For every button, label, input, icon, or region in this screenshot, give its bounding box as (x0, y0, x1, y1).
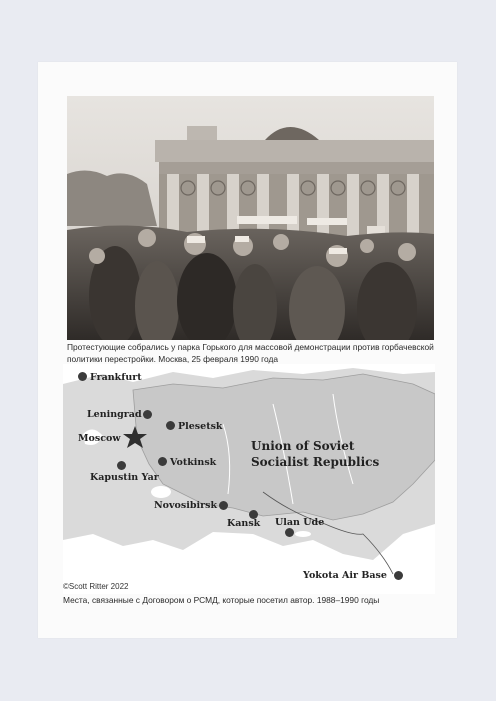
leningrad-marker (143, 410, 152, 419)
kapustin-yar-marker (117, 461, 126, 470)
yokota-air-base-label: Yokota Air Base (303, 570, 387, 581)
map-caption: Места, связанные с Договором о РСМД, которые посетил автор. 1988–1990 годы (63, 595, 380, 605)
moscow-label: Moscow (78, 433, 121, 444)
map-copyright: ©Scott Ritter 2022 (63, 582, 129, 591)
plesetsk-label: Plesetsk (178, 421, 223, 432)
book-page (38, 62, 457, 638)
votkinsk-label: Votkinsk (170, 457, 217, 468)
ussr-label-line1: Union of Soviet (251, 439, 355, 453)
protest-photo (67, 96, 434, 340)
frankfurt-label: Frankfurt (90, 372, 142, 383)
ussr-label-line2: Socialist Republics (251, 455, 380, 469)
ulan-ude-marker (285, 528, 294, 537)
frankfurt-marker (78, 372, 87, 381)
photo-caption: Протестующие собрались у парка Горького для массовой демонстрации против горбачевской политики перестройки. Москва, 25 февраля 1990 года (67, 342, 434, 364)
yokota-air-base-marker (394, 571, 403, 580)
votkinsk-marker (158, 457, 167, 466)
kapustin-yar-label: Kapustin Yar (90, 472, 159, 483)
kansk-label: Kansk (227, 518, 261, 529)
novosibirsk-label: Novosibirsk (154, 500, 218, 511)
leningrad-label: Leningrad (87, 409, 142, 420)
novosibirsk-marker (219, 501, 228, 510)
plesetsk-marker (166, 421, 175, 430)
inf-treaty-sites-map (63, 364, 435, 594)
ulan-ude-label: Ulan Ude (275, 517, 325, 528)
protest-photo-illustration (67, 96, 434, 340)
